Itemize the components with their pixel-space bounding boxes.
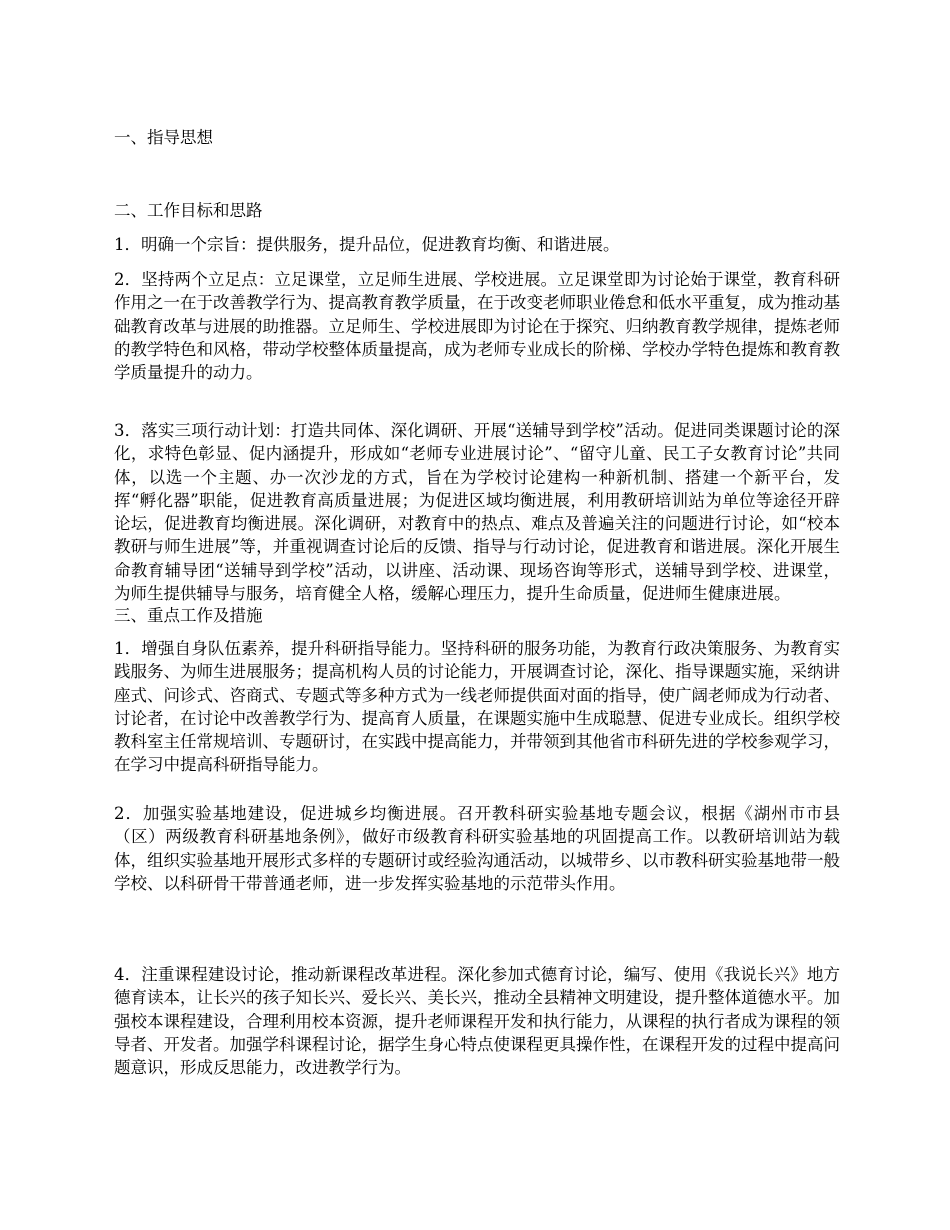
- paragraph-text: 2．加强实验基地建设，促进城乡均衡进展。召开教科研实验基地专题会议，根据《湖州市市县（区）两级教育科研基地条例》，做好市级教育科研实验基地的巩固提高工作。以教研培训站为载体，组织实验基地开展形式多样的专题研讨或经验沟通活动，以城带乡、以市教科研实验基地带一般学校、以科研骨干带普通老师，进一步发挥实验基地的示范带头作用。: [114, 804, 840, 893]
- paragraph-text: 1．明确一个宗旨：提供服务，提升品位，促进教育均衡、和谐进展。: [114, 235, 620, 254]
- paragraph-goal-1: [114, 233, 840, 256]
- section-heading-key-work: [114, 604, 840, 627]
- paragraph-goal-2: [114, 268, 840, 384]
- paragraph-text: 1．增强自身队伍素养，提升科研指导能力。坚持科研的服务功能，为教育行政决策服务、为教育实践服务、为师生进展服务；提高机构人员的讨论能力，开展调查讨论，深化、指导课题实施，采纳讲座式、问诊式、咨商式、专题式等多种方式为一线老师提供面对面的指导，使广阔老师成为行动者、讨论者，在讨论中改善教学行为、提高育人质量，在课题实施中生成聪慧、促进专业成长。组织学校教科室主任常规培训、专题研讨，在实践中提高能力，并带领到其他省市科研先进的学校参观学习，在学习中提高科研指导能力。: [114, 639, 840, 775]
- section-heading-goals: [114, 199, 840, 222]
- paragraph-work-2: [114, 802, 840, 895]
- paragraph-text: 2．坚持两个立足点：立足课堂，立足师生进展、学校进展。立足课堂即为讨论始于课堂，教育科研作用之一在于改善教学行为、提高教育教学质量，在于改变老师职业倦怠和低水平重复，成为推动基础教育改革与进展的助推器。立足师生、学校进展即为讨论在于探究、归纳教育教学规律，提炼老师的教学特色和风格，带动学校整体质量提高，成为老师专业成长的阶梯、学校办学特色提炼和教育教学质量提升的动力。: [114, 270, 840, 383]
- paragraph-text: 4．注重课程建设讨论，推动新课程改革进程。深化参加式德育讨论，编写、使用《我说长兴》地方德育读本，让长兴的孩子知长兴、爱长兴、美长兴，推动全县精神文明建设，提升整体道德水平。加强校本课程建设，合理利用校本资源，提升老师课程开发和执行能力，从课程的执行者成为课程的领导者、开发者。加强学科课程讨论，据学生身心特点使课程更具操作性，在课程开发的过程中提高问题意识，形成反思能力，改进教学行为。: [114, 965, 840, 1078]
- paragraph-work-4: [114, 963, 840, 1079]
- section-heading-guiding-thought: [114, 126, 840, 149]
- paragraph-goal-3: [114, 419, 840, 605]
- heading-text: 三、重点工作及措施: [114, 606, 263, 625]
- paragraph-work-1: [114, 637, 840, 777]
- paragraph-text: 3．落实三项行动计划：打造共同体、深化调研、开展“送辅导到学校”活动。促进同类课题讨论的深化，求特色彰显、促内涵提升，形成如“老师专业进展讨论”、“留守儿童、民工子女教育讨论”共同体，以选一个主题、办一次沙龙的方式，旨在为学校讨论建构一种新机制、搭建一个新平台，发挥“孵化器”职能，促进教育高质量进展；为促进区域均衡进展，利用教研培训站为单位等途径开辟论坛，促进教育均衡进展。深化调研，对教育中的热点、难点及普遍关注的问题进行讨论，如“校本教研与师生进展”等，并重视调查讨论后的反馈、指导与行动讨论，促进教育和谐进展。深化开展生命教育辅导团“送辅导到学校”活动，以讲座、活动课、现场咨询等形式，送辅导到学校、进课堂，为师生提供辅导与服务，培育健全人格，缓解心理压力，提升生命质量，促进师生健康进展。: [114, 421, 840, 604]
- heading-text: 二、工作目标和思路: [114, 201, 263, 220]
- heading-text: 一、指导思想: [114, 128, 213, 147]
